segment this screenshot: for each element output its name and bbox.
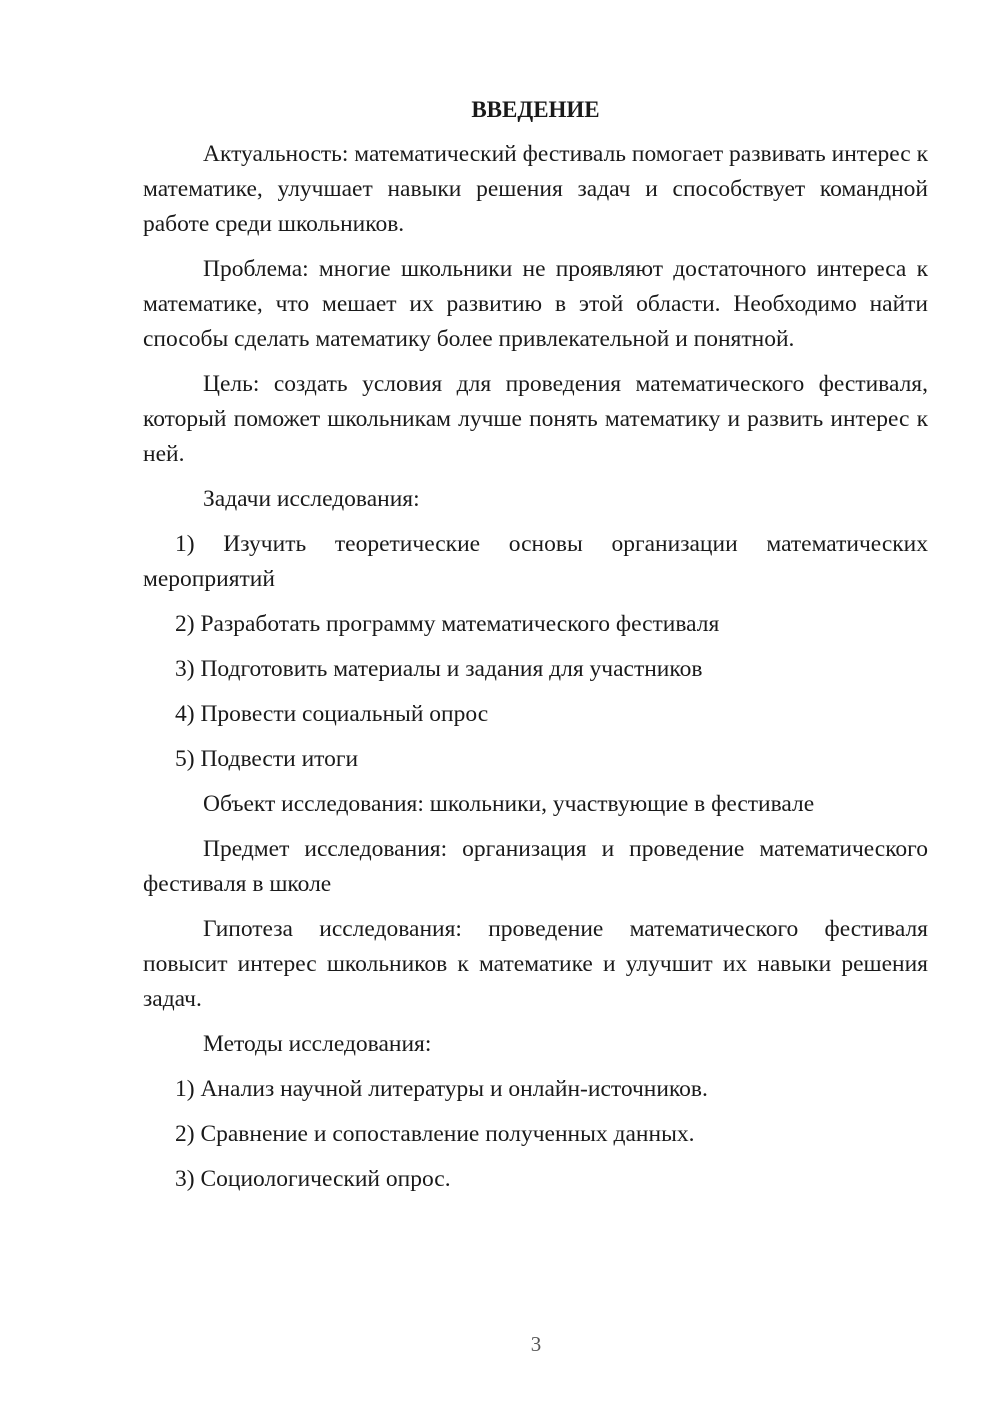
section-title: ВВЕДЕНИЕ	[471, 97, 600, 122]
goal-paragraph: Цель: создать условия для проведения математического фестиваля, который поможет школьникам лучше понять математику и развить интерес к ней.	[143, 371, 928, 467]
problem-paragraph: Проблема: многие школьники не проявляют достаточного интереса к математике, что мешает их развитию в этой области. Необходимо найти способы сделать математику более привлекательной и понятной.	[143, 256, 928, 352]
task-item: 2) Разработать программу математического фестиваля	[175, 611, 720, 637]
page-number: 3	[530, 1332, 542, 1356]
page-content	[143, 92, 928, 1207]
object-paragraph: Объект исследования: школьники, участвующие в фестивале	[203, 791, 815, 817]
method-item: 3) Социологический опрос.	[175, 1166, 451, 1192]
tasks-heading: Задачи исследования:	[203, 486, 420, 512]
hypothesis-paragraph: Гипотеза исследования: проведение математического фестиваля повысит интерес школьников к математике и улучшит их навыки решения задач.	[143, 916, 928, 1012]
task-item: 4) Провести социальный опрос	[175, 701, 489, 727]
method-item: 1) Анализ научной литературы и онлайн-источников.	[175, 1076, 708, 1102]
subject-paragraph: Предмет исследования: организация и проведение математического фестиваля в школе	[143, 836, 928, 897]
task-item: 5) Подвести итоги	[175, 746, 359, 772]
methods-heading: Методы исследования:	[203, 1031, 432, 1057]
task-item: 1) Изучить теоретические основы организации математических мероприятий	[143, 531, 928, 592]
task-item: 3) Подготовить материалы и задания для участников	[175, 656, 703, 682]
method-item: 2) Сравнение и сопоставление полученных данных.	[175, 1121, 695, 1147]
relevance-paragraph: Актуальность: математический фестиваль помогает развивать интерес к математике, улучшает навыки решения задач и способствует командной работе среди школьников.	[143, 141, 928, 237]
